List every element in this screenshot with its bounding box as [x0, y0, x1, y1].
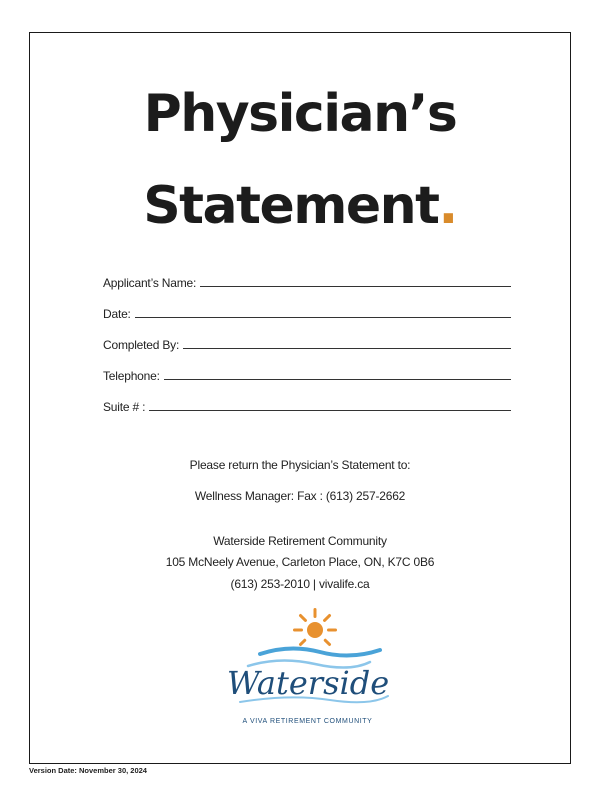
- title-line-1: Physician’s: [143, 84, 457, 144]
- applicant-name-field[interactable]: [103, 270, 511, 290]
- logo-tagline: A VIVA RETIREMENT COMMUNITY: [242, 718, 373, 725]
- completed-by-line[interactable]: [183, 348, 511, 349]
- org-phone-web: (613) 253-2010 | vivalife.ca: [230, 577, 370, 591]
- completed-by-label: Completed By:: [103, 338, 180, 352]
- version-date: Version Date: November 30, 2024: [29, 766, 147, 775]
- date-field[interactable]: [103, 301, 511, 321]
- completed-by-field[interactable]: [103, 332, 511, 352]
- date-line[interactable]: [135, 317, 511, 318]
- applicant-name-line[interactable]: [200, 286, 511, 287]
- applicant-name-label: Applicant’s Name:: [103, 276, 197, 290]
- waterside-logo: [220, 604, 395, 734]
- org-address: 105 McNeely Avenue, Carleton Place, ON, K7C 0B6: [165, 555, 435, 569]
- return-contact: Wellness Manager: Fax : (613) 257-2662: [194, 489, 406, 503]
- return-instruction: Please return the Physician’s Statement to:: [189, 458, 411, 472]
- telephone-line[interactable]: [164, 379, 511, 380]
- logo-wordmark: Waterside: [226, 664, 390, 702]
- suite-line[interactable]: [149, 410, 511, 411]
- sun-icon: [293, 608, 337, 647]
- telephone-label: Telephone:: [103, 369, 160, 383]
- date-label: Date:: [103, 307, 131, 321]
- waterside-logo-graphic: [220, 604, 395, 716]
- suite-field[interactable]: [103, 394, 511, 414]
- suite-label: Suite # :: [103, 400, 146, 414]
- title-accent-dot: .: [438, 176, 457, 236]
- telephone-field[interactable]: [103, 363, 511, 383]
- org-name: Waterside Retirement Community: [213, 534, 387, 548]
- title-line-2: Statement.: [143, 176, 457, 236]
